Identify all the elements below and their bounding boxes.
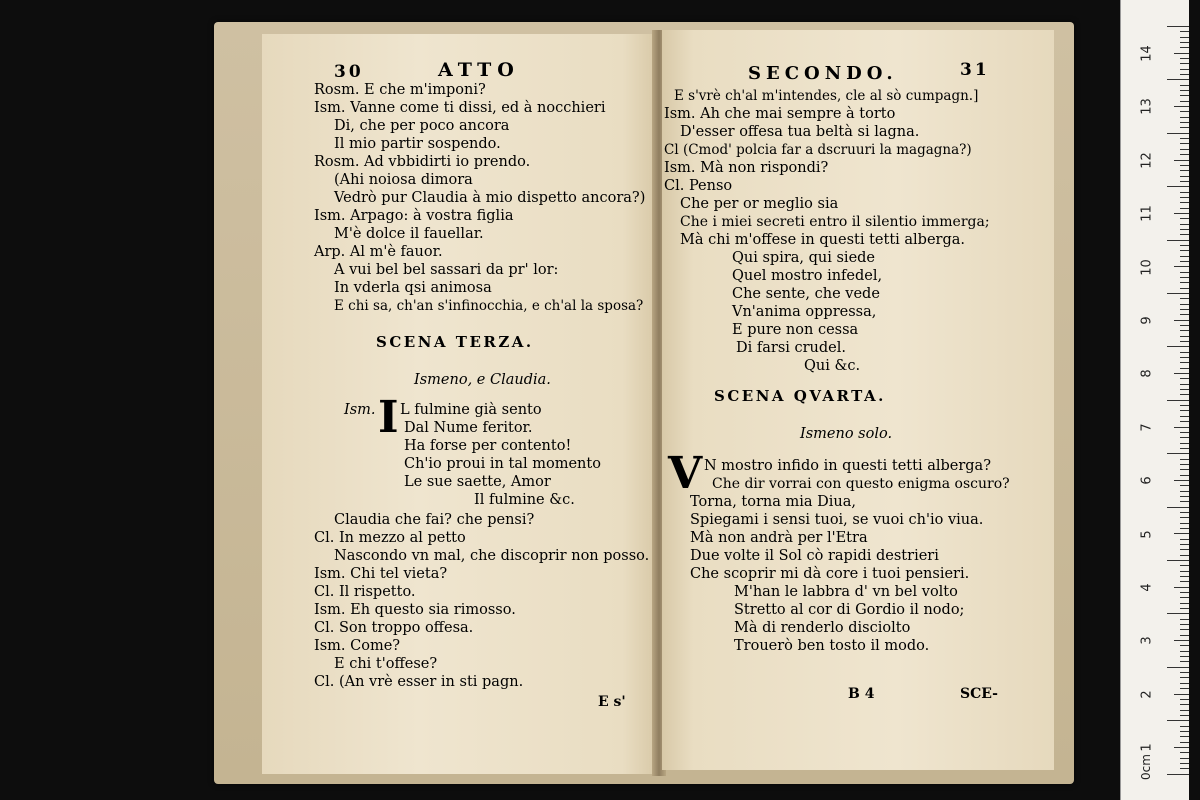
- ruler-tick: [1174, 213, 1189, 214]
- ruler-number: 9: [1139, 316, 1155, 325]
- right-line-1: E s'vrè ch'al m'intendes, cle al sò cumpagn.]: [674, 88, 979, 104]
- ruler-tick: [1180, 282, 1189, 283]
- ruler-tick: [1180, 517, 1189, 518]
- ruler-tick: [1180, 645, 1189, 646]
- right-verse-line-9: Stretto al cor di Gordio il nodo;: [734, 602, 965, 618]
- ruler-tick: [1180, 624, 1189, 625]
- ruler-tick: [1180, 699, 1189, 700]
- ruler-tick: [1167, 453, 1189, 454]
- ruler-tick: [1180, 619, 1189, 620]
- verse-line-6: Il fulmine &c.: [474, 492, 575, 508]
- dialogue-line-2: Cl. In mezzo al petto: [314, 530, 466, 546]
- right-catchword: SCE-: [960, 686, 998, 702]
- ruler-tick: [1180, 90, 1189, 91]
- right-verse-line-8: M'han le labbra d' vn bel volto: [734, 584, 958, 600]
- ruler-tick: [1180, 432, 1189, 433]
- ruler-tick: [1167, 774, 1189, 775]
- ruler-tick: [1180, 394, 1189, 395]
- ruler-tick: [1167, 293, 1189, 294]
- ruler-tick: [1167, 133, 1189, 134]
- ruler-tick: [1180, 117, 1189, 118]
- dialogue-line-10: Cl. (An vrè esser in sti pagn.: [314, 674, 524, 690]
- ruler-unit: 0cm: [1138, 754, 1153, 780]
- ruler-tick: [1180, 752, 1189, 753]
- left-line-5: Rosm. Ad vbbidirti io prendo.: [314, 154, 531, 170]
- ruler-tick: [1167, 507, 1189, 508]
- right-line-12: Che sente, che vede: [732, 286, 880, 302]
- scene-quarta-title: SCENA QVARTA.: [714, 387, 886, 405]
- scene-quarta-characters: Ismeno solo.: [800, 426, 893, 442]
- ruler-tick: [1180, 661, 1189, 662]
- ruler-number: 3: [1139, 636, 1155, 646]
- ruler-number: 7: [1139, 423, 1155, 432]
- ruler-tick: [1180, 181, 1189, 182]
- ruler-tick: [1180, 176, 1189, 177]
- ruler-tick: [1167, 240, 1189, 241]
- ruler-tick: [1180, 261, 1189, 262]
- ruler-tick: [1180, 58, 1189, 59]
- ruler-tick: [1174, 160, 1189, 161]
- right-line-5: Ism. Mà non rispondi?: [664, 160, 829, 176]
- ruler-tick: [1180, 555, 1189, 556]
- ruler-tick: [1180, 571, 1189, 572]
- right-line-11: Quel mostro infedel,: [732, 268, 883, 284]
- ruler-tick: [1180, 677, 1189, 678]
- left-line-10: Arp. Al m'è fauor.: [314, 244, 443, 260]
- ruler-tick: [1180, 288, 1189, 289]
- right-line-13: Vn'anima oppressa,: [732, 304, 877, 320]
- ruler-tick: [1174, 587, 1189, 588]
- ruler-tick: [1167, 186, 1189, 187]
- dialogue-line-3: Nascondo vn mal, che discoprir non posso.: [334, 548, 650, 564]
- ruler-tick: [1180, 715, 1189, 716]
- ruler-tick: [1180, 768, 1189, 769]
- ruler-tick: [1180, 149, 1189, 150]
- right-line-3: D'esser offesa tua beltà si lagna.: [680, 124, 920, 140]
- ruler-tick: [1180, 74, 1189, 75]
- ruler-tick: [1180, 224, 1189, 225]
- ruler-tick: [1180, 656, 1189, 657]
- dialogue-line-7: Cl. Son troppo offesa.: [314, 620, 474, 636]
- right-page-number: 31: [960, 60, 990, 80]
- ruler-tick: [1180, 565, 1189, 566]
- ruler-number: 8: [1139, 369, 1155, 379]
- ruler-tick: [1180, 704, 1189, 705]
- right-line-16: Qui &c.: [804, 358, 861, 374]
- ruler-tick: [1180, 496, 1189, 497]
- ruler-tick: [1180, 683, 1189, 684]
- verse-line-5: Le sue saette, Amor: [404, 474, 551, 490]
- ruler-tick: [1180, 758, 1189, 759]
- ruler-tick: [1180, 464, 1189, 465]
- ruler-number: 2: [1139, 690, 1155, 699]
- right-verse-line-3: Torna, torna mia Diua,: [690, 494, 856, 510]
- ruler-tick: [1180, 459, 1189, 460]
- ruler-tick: [1180, 416, 1189, 417]
- dialogue-line-5: Cl. Il rispetto.: [314, 584, 416, 600]
- ruler-tick: [1180, 341, 1189, 342]
- scene-terza-speaker: Ism.: [344, 402, 376, 418]
- ruler-tick: [1180, 688, 1189, 689]
- ruler-tick: [1180, 309, 1189, 310]
- ruler-tick: [1174, 480, 1189, 481]
- ruler-tick: [1180, 31, 1189, 32]
- ruler-tick: [1180, 469, 1189, 470]
- right-line-15: Di farsi crudel.: [736, 340, 847, 356]
- scene-terza-characters: Ismeno, e Claudia.: [414, 372, 551, 388]
- ruler-tick: [1167, 400, 1189, 401]
- ruler-number: 5: [1139, 529, 1155, 539]
- left-line-4: Il mio partir sospendo.: [334, 136, 501, 152]
- left-line-13: E chi sa, ch'an s'infinocchia, e ch'al la sposa?: [334, 298, 644, 314]
- ruler-number: 6: [1139, 476, 1155, 485]
- ruler-tick: [1174, 106, 1189, 107]
- ruler-tick: [1180, 122, 1189, 123]
- ruler-tick: [1180, 197, 1189, 198]
- ruler-tick: [1174, 53, 1189, 54]
- ruler-tick: [1167, 720, 1189, 721]
- left-line-6: (Ahi noiosa dimora: [334, 172, 473, 188]
- right-line-2: Ism. Ah che mai sempre à torto: [664, 106, 896, 122]
- left-page-number: 30: [334, 62, 364, 82]
- ruler-tick: [1180, 170, 1189, 171]
- scene-terza-title: SCENA TERZA.: [376, 333, 534, 351]
- ruler-tick: [1180, 475, 1189, 476]
- right-running-head: SECONDO.: [748, 63, 898, 84]
- ruler-tick: [1180, 672, 1189, 673]
- ruler-tick: [1180, 635, 1189, 636]
- ruler-tick: [1180, 544, 1189, 545]
- dialogue-line-1: Claudia che fai? che pensi?: [334, 512, 535, 528]
- ruler-tick: [1180, 608, 1189, 609]
- ruler-tick: [1180, 63, 1189, 64]
- left-line-8: Ism. Arpago: à vostra figlia: [314, 208, 514, 224]
- ruler-tick: [1180, 352, 1189, 353]
- ruler-number: 11: [1139, 205, 1155, 222]
- right-line-7: Che per or meglio sia: [680, 196, 839, 212]
- ruler-tick: [1180, 314, 1189, 315]
- ruler-tick: [1180, 165, 1189, 166]
- ruler-tick: [1180, 710, 1189, 711]
- ruler-tick: [1180, 485, 1189, 486]
- ruler-tick: [1180, 357, 1189, 358]
- ruler-tick: [1167, 560, 1189, 561]
- ruler-tick: [1180, 111, 1189, 112]
- ruler-tick: [1180, 272, 1189, 273]
- ruler-tick: [1180, 330, 1189, 331]
- ruler-tick: [1180, 389, 1189, 390]
- right-line-14: E pure non cessa: [732, 322, 859, 338]
- ruler-tick: [1180, 384, 1189, 385]
- ruler-tick: [1180, 47, 1189, 48]
- ruler-tick: [1180, 651, 1189, 652]
- right-verse-line-6: Due volte il Sol cò rapidi destrieri: [690, 548, 939, 564]
- right-line-6: Cl. Penso: [664, 178, 733, 194]
- ruler-tick: [1180, 576, 1189, 577]
- ruler-tick: [1180, 298, 1189, 299]
- ruler-tick: [1180, 192, 1189, 193]
- ruler-tick: [1180, 37, 1189, 38]
- verse-line-1: L fulmine già sento: [400, 402, 542, 418]
- ruler-tick: [1180, 101, 1189, 102]
- scene-terza-drop-cap: I: [378, 392, 399, 443]
- ruler-number: 12: [1139, 152, 1155, 169]
- ruler-tick: [1180, 325, 1189, 326]
- dialogue-line-8: Ism. Come?: [314, 638, 401, 654]
- ruler-tick: [1180, 208, 1189, 209]
- ruler-tick: [1180, 629, 1189, 630]
- ruler-tick: [1180, 736, 1189, 737]
- left-line-2: Ism. Vanne come ti dissi, ed à nocchieri: [314, 100, 606, 116]
- ruler-tick: [1180, 581, 1189, 582]
- ruler-tick: [1174, 747, 1189, 748]
- ruler-tick: [1180, 85, 1189, 86]
- ruler-tick: [1180, 218, 1189, 219]
- right-line-9: Mà chi m'offese in questi tetti alberga.: [680, 232, 966, 248]
- right-line-4: Cl (Cmod' polcia far a dscruuri la magagna?): [664, 142, 972, 158]
- ruler-tick: [1180, 69, 1189, 70]
- right-line-8: Che i miei secreti entro il silentio immerga;: [680, 214, 990, 230]
- ruler-tick: [1180, 421, 1189, 422]
- ruler-tick: [1180, 250, 1189, 251]
- ruler-tick: [1180, 731, 1189, 732]
- ruler-number: 14: [1139, 45, 1155, 62]
- ruler-tick: [1174, 427, 1189, 428]
- ruler-number: 4: [1139, 583, 1155, 592]
- ruler-number: 1: [1139, 743, 1155, 752]
- dialogue-line-4: Ism. Chi tel vieta?: [314, 566, 448, 582]
- measuring-ruler: [1120, 0, 1189, 800]
- ruler-tick: [1180, 501, 1189, 502]
- scene-quarta-drop-cap: V: [668, 448, 703, 499]
- right-verse-line-11: Trouerò ben tosto il modo.: [734, 638, 930, 654]
- ruler-tick: [1180, 539, 1189, 540]
- ruler-tick: [1174, 373, 1189, 374]
- ruler-tick: [1180, 437, 1189, 438]
- ruler-tick: [1180, 592, 1189, 593]
- right-verse-line-10: Mà di renderlo disciolto: [734, 620, 911, 636]
- ruler-tick: [1167, 26, 1189, 27]
- ruler-tick: [1180, 127, 1189, 128]
- ruler-tick: [1174, 694, 1189, 695]
- ruler-tick: [1180, 277, 1189, 278]
- ruler-tick: [1167, 613, 1189, 614]
- verse-line-2: Dal Nume feritor.: [404, 420, 533, 436]
- left-line-7: Vedrò pur Claudia à mio dispetto ancora?): [334, 190, 646, 206]
- ruler-tick: [1174, 640, 1189, 641]
- ruler-tick: [1180, 229, 1189, 230]
- ruler-tick: [1167, 79, 1189, 80]
- ruler-tick: [1180, 410, 1189, 411]
- signature-mark: B 4: [848, 686, 875, 702]
- ruler-tick: [1174, 266, 1189, 267]
- ruler-tick: [1180, 143, 1189, 144]
- ruler-tick: [1180, 597, 1189, 598]
- ruler-tick: [1174, 533, 1189, 534]
- ruler-tick: [1180, 378, 1189, 379]
- ruler-tick: [1180, 256, 1189, 257]
- verse-line-3: Ha forse per contento!: [404, 438, 572, 454]
- ruler-tick: [1167, 667, 1189, 668]
- ruler-tick: [1180, 448, 1189, 449]
- ruler-tick: [1180, 154, 1189, 155]
- ruler-tick: [1167, 346, 1189, 347]
- left-line-1: Rosm. E che m'imponi?: [314, 82, 486, 98]
- ruler-tick: [1180, 405, 1189, 406]
- ruler-tick: [1180, 763, 1189, 764]
- verse-line-4: Ch'io proui in tal momento: [404, 456, 601, 472]
- ruler-tick: [1180, 42, 1189, 43]
- ruler-tick: [1174, 320, 1189, 321]
- ruler-tick: [1180, 362, 1189, 363]
- ruler-tick: [1180, 95, 1189, 96]
- left-line-12: In vderla qsi animosa: [334, 280, 492, 296]
- ruler-tick: [1180, 528, 1189, 529]
- left-line-3: Di, che per poco ancora: [334, 118, 510, 134]
- ruler-tick: [1180, 549, 1189, 550]
- left-line-9: M'è dolce il fauellar.: [334, 226, 484, 242]
- ruler-tick: [1180, 368, 1189, 369]
- ruler-tick: [1180, 336, 1189, 337]
- left-running-head: ATTO: [438, 59, 520, 81]
- right-verse-line-5: Mà non andrà per l'Etra: [690, 530, 868, 546]
- ruler-tick: [1180, 202, 1189, 203]
- right-verse-line-7: Che scoprir mi dà core i tuoi pensieri.: [690, 566, 970, 582]
- right-verse-line-1: N mostro infido in questi tetti alberga?: [704, 458, 991, 474]
- ruler-tick: [1180, 523, 1189, 524]
- ruler-tick: [1180, 491, 1189, 492]
- ruler-tick: [1180, 304, 1189, 305]
- ruler-number: 13: [1139, 98, 1155, 116]
- ruler-tick: [1180, 603, 1189, 604]
- ruler-tick: [1180, 245, 1189, 246]
- ruler-number: 10: [1139, 258, 1155, 276]
- right-verse-line-4: Spiegami i sensi tuoi, se vuoi ch'io viua.: [690, 512, 984, 528]
- ruler-tick: [1180, 726, 1189, 727]
- dialogue-line-9: E chi t'offese?: [334, 656, 438, 672]
- ruler-tick: [1180, 742, 1189, 743]
- ruler-tick: [1180, 138, 1189, 139]
- left-catchword: E s': [598, 694, 626, 710]
- ruler-tick: [1180, 443, 1189, 444]
- ruler-tick: [1180, 234, 1189, 235]
- left-line-11: A vui bel bel sassari da pr' lor:: [334, 262, 559, 278]
- ruler-tick: [1180, 512, 1189, 513]
- dialogue-line-6: Ism. Eh questo sia rimosso.: [314, 602, 516, 618]
- right-verse-line-2: Che dir vorrai con questo enigma oscuro?: [712, 476, 1010, 492]
- right-line-10: Qui spira, qui siede: [732, 250, 876, 266]
